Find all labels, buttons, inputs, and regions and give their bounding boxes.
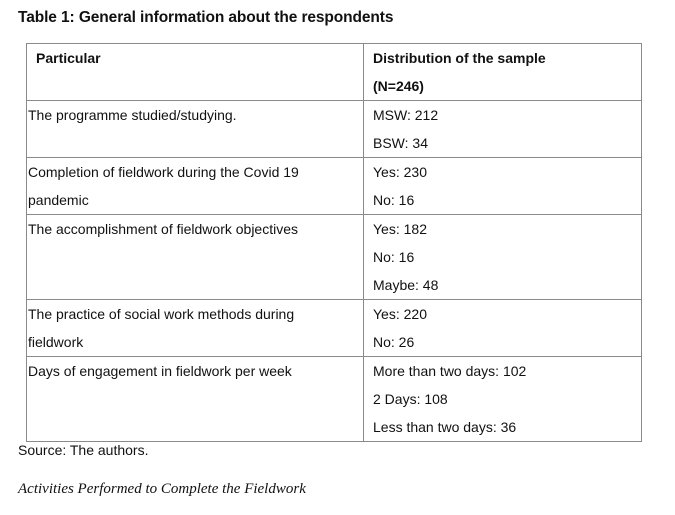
distribution-value: Less than two days: 36 (373, 419, 517, 435)
table-row (27, 101, 642, 158)
table-header-row (27, 44, 642, 101)
particular-cell (27, 300, 364, 357)
distribution-value: No: 16 (373, 192, 415, 208)
particular-text: Days of engagement in fieldwork per week (28, 363, 292, 379)
distribution-cell (364, 215, 642, 300)
header-particular-label: Particular (36, 50, 101, 66)
particular-cell (27, 357, 364, 442)
respondents-table (26, 43, 642, 442)
header-sample-size: (N=246) (373, 78, 424, 94)
table-row (27, 357, 642, 442)
header-particular (27, 44, 364, 101)
source-note: Source: The authors. (18, 442, 149, 458)
distribution-cell (364, 158, 642, 215)
distribution-value: Yes: 182 (373, 221, 427, 237)
distribution-value: Yes: 220 (373, 306, 427, 322)
distribution-cell (364, 357, 642, 442)
distribution-value: BSW: 34 (373, 135, 428, 151)
header-distribution (364, 44, 642, 101)
particular-text: The programme studied/studying. (28, 107, 237, 123)
distribution-value: MSW: 212 (373, 107, 439, 123)
particular-text: The practice of social work methods during (28, 306, 295, 322)
distribution-value: No: 16 (373, 249, 415, 265)
table-caption: Table 1: General information about the respondents (18, 9, 394, 26)
particular-text: pandemic (28, 192, 89, 208)
distribution-value: Yes: 230 (373, 164, 427, 180)
distribution-value: More than two days: 102 (373, 363, 527, 379)
distribution-cell (364, 300, 642, 357)
table-row (27, 158, 642, 215)
particular-cell (27, 215, 364, 300)
distribution-cell (364, 101, 642, 158)
section-subheading: Activities Performed to Complete the Fieldwork (18, 481, 306, 497)
particular-text: Completion of fieldwork during the Covid 19 (28, 164, 299, 180)
particular-text: The accomplishment of fieldwork objectives (28, 221, 299, 237)
particular-cell (27, 101, 364, 158)
distribution-value: Maybe: 48 (373, 277, 439, 293)
particular-text: fieldwork (28, 334, 84, 350)
table-row (27, 215, 642, 300)
header-distribution-label: Distribution of the sample (373, 50, 546, 66)
distribution-value: 2 Days: 108 (373, 391, 448, 407)
table-row (27, 300, 642, 357)
particular-cell (27, 158, 364, 215)
distribution-value: No: 26 (373, 334, 415, 350)
